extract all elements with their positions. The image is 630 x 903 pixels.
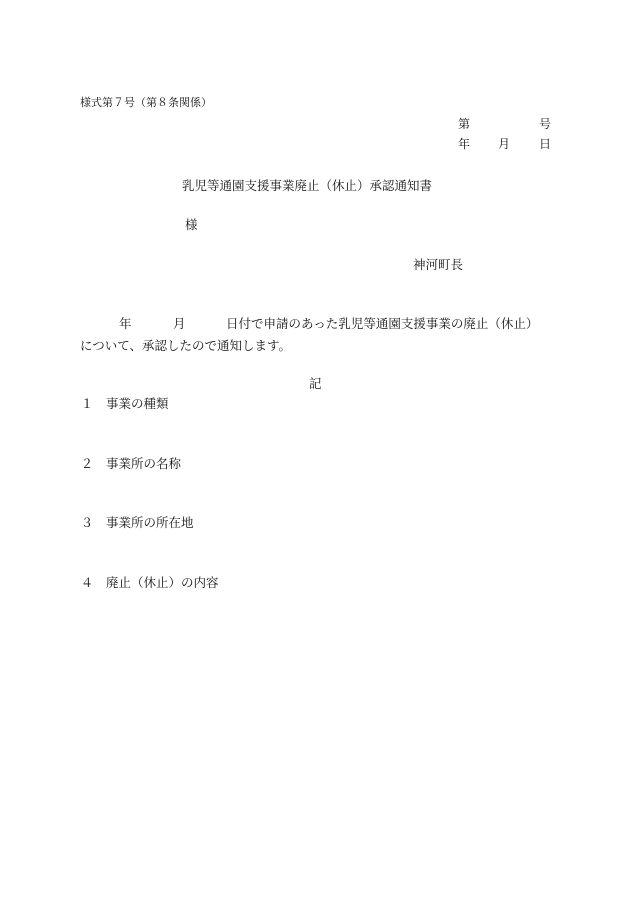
item-label: 事業所の所在地	[106, 515, 194, 530]
sender-name: 神河町長	[413, 257, 464, 272]
item-number: ４	[80, 575, 94, 590]
ki-heading: 記	[309, 376, 322, 391]
item-label: 事業所の名称	[106, 456, 182, 471]
reference-year: 年	[458, 137, 471, 151]
item-label: 廃止（休止）の内容	[106, 575, 219, 590]
reference-go: 号	[539, 117, 552, 131]
reference-dai: 第	[458, 117, 471, 131]
body-year: 年	[119, 316, 132, 331]
item-number: ３	[80, 515, 94, 530]
addressee-sama: 様	[185, 217, 198, 232]
item-number: ２	[80, 456, 94, 471]
body-line-1-text: 日付で申請のあった乳児等通園支援事業の廃止（休止）	[226, 316, 539, 331]
item-number: １	[80, 396, 94, 411]
form-number-label: 様式第７号（第８条関係）	[80, 96, 212, 109]
item-label: 事業の種類	[106, 396, 169, 411]
body-line-2: について、承認したので通知します。	[80, 338, 292, 353]
reference-month: 月	[498, 137, 511, 151]
body-month: 月	[173, 316, 186, 331]
document-title: 乳児等通園支援事業廃止（休止）承認通知書	[182, 178, 433, 193]
reference-day: 日	[539, 137, 552, 151]
